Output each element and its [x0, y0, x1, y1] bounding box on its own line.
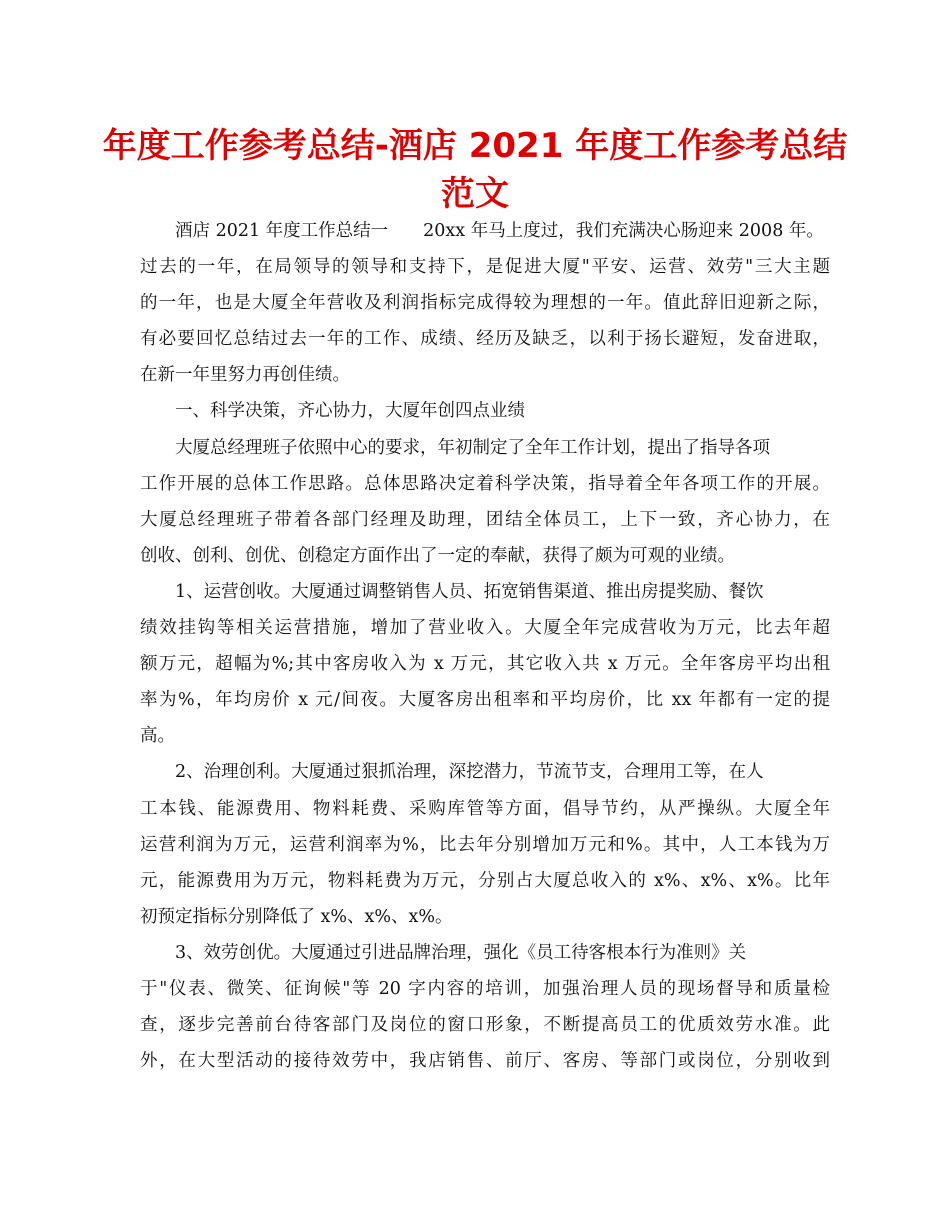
text-line: 绩效挂钩等相关运营措施，增加了营业收入。大厦全年完成营收为万元，比去年超 — [140, 618, 830, 639]
text-line: 酒店 2021 年度工作总结一 20xx 年马上度过，我们充满决心肠迎来 2008 年。 — [175, 221, 824, 241]
text-line: 外，在大型活动的接待效劳中，我店销售、前厅、客房、等部门或岗位，分别收到 — [140, 1051, 830, 1072]
text-line: 1、运营创收。大厦通过调整销售人员、拓宽销售渠道、推出房提奖励、餐饮 — [175, 581, 764, 602]
text-line: 大厦总经理班子依照中心的要求，年初制定了全年工作计划，提出了指导各项 — [175, 437, 770, 458]
text-line: 元，能源费用为万元，物料耗费为万元，分别占大厦总收入的 x%、x%、x%。比年 — [140, 870, 830, 891]
text-line: 工本钱、能源费用、物料耗费、采购库管等方面，倡导节约，从严操纵。大厦全年 — [140, 798, 830, 819]
section-heading: 一、科学决策，齐心协力，大厦年创四点业绩 — [175, 401, 525, 422]
text-line: 过去的一年，在局领导的领导和支持下，是促进大厦"平安、运营、效劳"三大主题 — [140, 257, 830, 278]
text-line: 工作开展的总体工作思路。总体思路决定着科学决策，指导着全年各项工作的开展。 — [140, 473, 830, 494]
text-line: 率为%，年均房价 x 元/间夜。大厦客房出租率和平均房价，比 xx 年都有一定的提 — [140, 690, 830, 711]
text-line: 创收、创利、创优、创稳定方面作出了一定的奉献，获得了颇为可观的业绩。 — [140, 545, 735, 566]
text-line: 在新一年里努力再创佳绩。 — [140, 365, 350, 386]
text-line: 的一年，也是大厦全年营收及利润指标完成得较为理想的一年。值此辞旧迎新之际， — [140, 293, 830, 314]
text-line: 高。 — [140, 726, 175, 747]
document-title-line-1: 年度工作参考总结-酒店 2021 年度工作参考总结 — [102, 126, 848, 166]
text-line: 查，逐步完善前台待客部门及岗位的窗口形象，不断提高员工的优质效劳水准。此 — [140, 1015, 830, 1036]
text-line: 大厦总经理班子带着各部门经理及助理，团结全体员工，上下一致，齐心协力，在 — [140, 509, 830, 530]
text-line: 2、治理创利。大厦通过狠抓治理，深挖潜力，节流节支，合理用工等，在人 — [175, 762, 764, 783]
text-line: 初预定指标分别降低了 x%、x%、x%。 — [140, 906, 453, 927]
text-line: 3、效劳创优。大厦通过引进品牌治理，强化《员工待客根本行为准则》关 — [175, 942, 747, 963]
document-title-line-2: 范文 — [441, 174, 509, 214]
text-line: 有必要回忆总结过去一年的工作、成绩、经历及缺乏，以利于扬长避短，发奋进取， — [140, 329, 830, 350]
text-line: 运营利润为万元，运营利润率为%，比去年分别增加万元和%。其中，人工本钱为万 — [140, 834, 830, 855]
text-line: 额万元，超幅为%;其中客房收入为 x 万元，其它收入共 x 万元。全年客房平均出租 — [140, 654, 830, 675]
text-line: 于"仪表、微笑、征询候"等 20 字内容的培训，加强治理人员的现场督导和质量检 — [140, 978, 830, 999]
document-body — [140, 213, 830, 1079]
